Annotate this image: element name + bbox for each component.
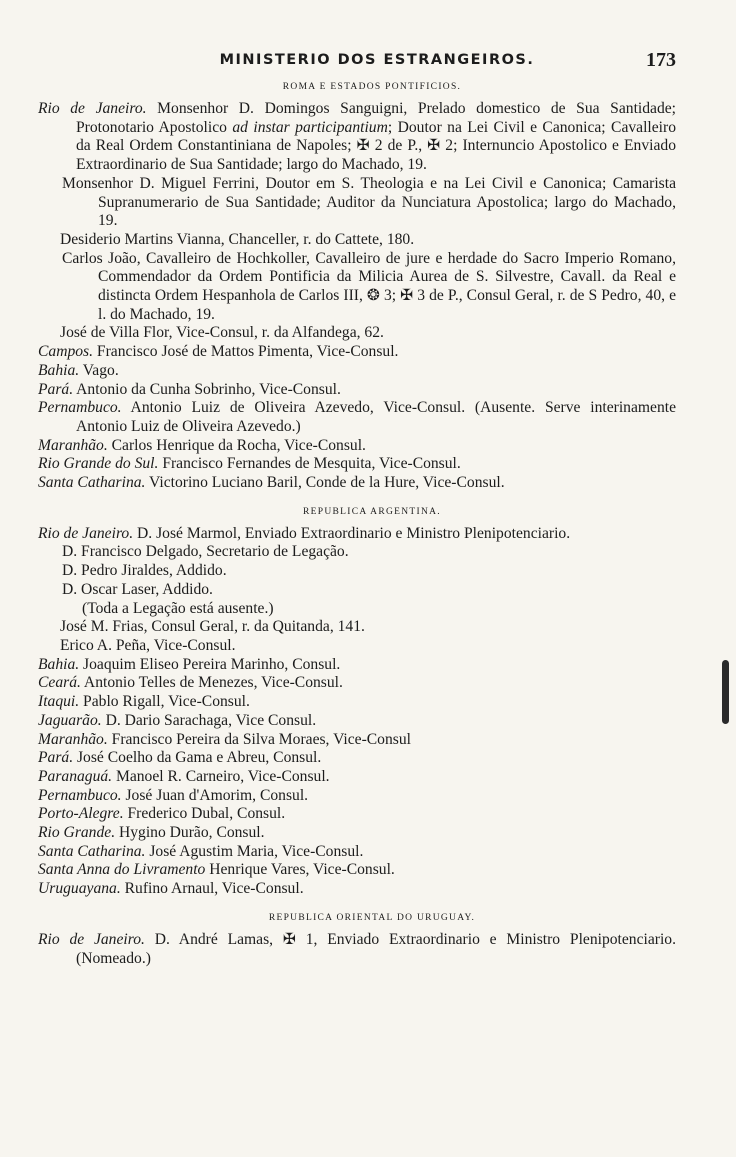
entry-text: Joaquim Eliseo Pereira Marinho, Consul. <box>79 655 341 673</box>
list-item <box>38 381 676 400</box>
running-title: MINISTERIO DOS ESTRANGEIROS. <box>219 52 535 68</box>
list-item <box>38 731 676 750</box>
entry-text: Antonio da Cunha Sobrinho, Vice-Consul. <box>73 380 341 398</box>
section-title-uruguay: REPUBLICA ORIENTAL DO URUGUAY. <box>268 912 476 923</box>
entry-place: Jaguarão. <box>38 711 102 729</box>
entry-text: José Coelho da Gama e Abreu, Consul. <box>73 749 322 767</box>
list-item <box>38 656 676 675</box>
list-item <box>38 843 676 862</box>
running-head <box>38 46 676 74</box>
entry-text: ; Doutor na Lei Civil e Canonica; Cavalleiro da Real Ordem Constantiniana de Napoles; ✠ 2 de P., ✠ 2; Internuncio Apostolico e Enviado Extraordinario de Sua Santidade; largo do Machado, 19. <box>76 118 676 174</box>
ink-stain-mark <box>722 660 729 724</box>
entry-place: Santa Anna do Livramento <box>38 861 206 879</box>
entry-place: Porto-Alegre. <box>38 805 124 823</box>
entry-text: Henrique Vares, Vice-Consul. <box>205 861 395 879</box>
entry-place: Rio de Janeiro. <box>38 930 145 948</box>
list-item <box>38 693 676 712</box>
entry-text: Antonio Luiz de Oliveira Azevedo, Vice-Consul. (Ausente. Serve interinamente Antonio Luiz de Oliveira Azevedo.) <box>76 399 676 435</box>
entry-roma-nuncio <box>38 100 676 175</box>
entry-place: Pernambuco. <box>38 399 122 417</box>
entry-place: Paranaguá. <box>38 767 113 785</box>
list-item <box>38 343 676 362</box>
entry-text: Francisco José de Mattos Pimenta, Vice-Consul. <box>93 343 399 361</box>
entry-argentina-staff: D. Francisco Delgado, Secretario de Legação. <box>62 543 349 561</box>
entry-argentina-vice-consul: Erico A. Peña, Vice-Consul. <box>60 636 236 654</box>
list-item <box>38 787 676 806</box>
entry-place: Itaqui. <box>38 693 80 711</box>
entry-argentina-staff: D. Oscar Laser, Addido. <box>62 580 213 598</box>
entry-place: Pará. <box>38 380 74 398</box>
entry-uruguay-minister <box>38 931 676 968</box>
list-item <box>38 805 676 824</box>
entry-text: Frederico Dubal, Consul. <box>123 805 286 823</box>
entry-place: Pará. <box>38 749 74 767</box>
list-item <box>38 437 676 456</box>
latin-phrase: ad instar participantium <box>232 118 388 136</box>
section-title-argentina: REPUBLICA ARGENTINA. <box>303 506 441 517</box>
list-item <box>38 824 676 843</box>
entry-text: D. Dario Sarachaga, Vice Consul. <box>101 711 317 729</box>
list-item <box>38 399 676 436</box>
entry-place: Bahia. <box>38 655 80 673</box>
entry-roma-chanceller: Desiderio Martins Vianna, Chanceller, r. do Cattete, 180. <box>60 230 415 248</box>
entry-argentina-minister <box>38 525 676 544</box>
section-title-roma: ROMA E ESTADOS PONTIFICIOS. <box>282 82 462 92</box>
list-item <box>38 474 676 493</box>
entry-roma-consul-geral: Carlos João, Cavalleiro de Hochkoller, Cavalleiro de jure e herdade do Sacro Imperio Romano, Commendador da Ordem Pontificia da Milicia Aurea de S. Silvestre, Cavall. da Real e distincta Ordem Hespanhola de Carlos III, ❂ 3; ✠ 3 de P., Consul Geral, r. de S Pedro, 40, e l. do Machado, 19. <box>62 249 676 323</box>
entry-text: Pablo Rigall, Vice-Consul. <box>79 693 250 711</box>
list-item <box>38 455 676 474</box>
entry-text: Hygino Durão, Consul. <box>115 824 265 842</box>
entry-place: Campos. <box>38 343 94 361</box>
entry-place: Santa Catharina. <box>38 474 146 492</box>
entry-argentina-staff: D. Pedro Jiraldes, Addido. <box>62 562 227 580</box>
entry-text: Monsenhor D. Domingos Sanguigni, Prelado domestico de Sua Santidade; Protonotario Apostolico <box>76 100 677 136</box>
entry-argentina-note: (Toda a Legação está ausente.) <box>82 599 274 617</box>
entry-text: Vago. <box>79 361 119 379</box>
entry-text: Rufino Arnaul, Vice-Consul. <box>120 880 304 898</box>
entry-place: Uruguayana. <box>38 880 121 898</box>
entry-argentina-consul-geral: José M. Frias, Consul Geral, r. da Quitanda, 141. <box>60 618 365 636</box>
entry-text: Francisco Pereira da Silva Moraes, Vice-Consul <box>107 730 411 748</box>
entry-place: Maranhão. <box>38 730 108 748</box>
list-item <box>38 674 676 693</box>
list-item <box>38 880 676 899</box>
list-item <box>38 749 676 768</box>
entry-place: Rio de Janeiro. <box>38 100 147 117</box>
entry-text: Carlos Henrique da Rocha, Vice-Consul. <box>107 436 366 454</box>
entry-place: Rio Grande. <box>38 824 116 842</box>
entry-place: Rio de Janeiro. <box>38 524 134 542</box>
entry-roma-vice-consul: José de Villa Flor, Vice-Consul, r. da Alfandega, 62. <box>60 324 384 342</box>
entry-place: Rio Grande do Sul. <box>38 455 159 473</box>
entry-place: Bahia. <box>38 361 80 379</box>
page-number: 173 <box>646 49 676 71</box>
entry-place: Ceará. <box>38 674 81 692</box>
list-item <box>38 362 676 381</box>
list-item <box>38 768 676 787</box>
entry-text: Manoel R. Carneiro, Vice-Consul. <box>112 767 330 785</box>
entry-text: Francisco Fernandes de Mesquita, Vice-Consul. <box>158 455 461 473</box>
entry-place: Pernambuco. <box>38 786 122 804</box>
list-item <box>38 712 676 731</box>
entry-place: Santa Catharina. <box>38 842 146 860</box>
entry-text: D. André Lamas, ✠ 1, Enviado Extraordinario e Ministro Plenipotenciario. (Nomeado.) <box>76 930 676 967</box>
entry-text: José Agustim Maria, Vice-Consul. <box>145 842 364 860</box>
entry-place: Maranhão. <box>38 436 108 454</box>
entry-text: Antonio Telles de Menezes, Vice-Consul. <box>80 674 343 692</box>
list-item <box>38 861 676 880</box>
entry-text: José Juan d'Amorim, Consul. <box>121 786 309 804</box>
entry-text: Victorino Luciano Baril, Conde de la Hure, Vice-Consul. <box>145 474 505 492</box>
entry-roma-auditor: Monsenhor D. Miguel Ferrini, Doutor em S. Theologia e na Lei Civil e Canonica; Camarista Supranumerario de Sua Santidade; Auditor da Nunciatura Apostolica; largo do Machado, 19. <box>62 174 676 230</box>
entry-text: D. José Marmol, Enviado Extraordinario e Ministro Plenipotenciario. <box>133 524 571 542</box>
